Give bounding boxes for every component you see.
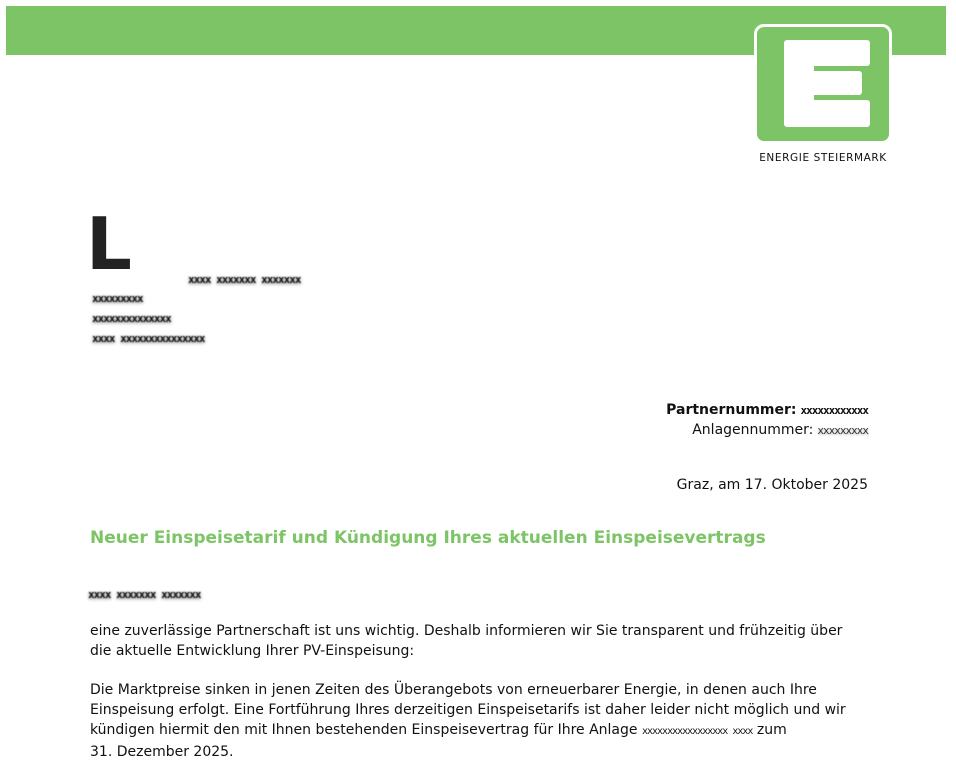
- letter-date: Graz, am 17. Oktober 2025: [676, 477, 868, 493]
- paragraph-2-line-2: Einspeisung erfolgt. Eine Fortführung Ihres derzeitigen Einspeisetarifs ist daher leider nicht möglich und wir: [90, 702, 846, 718]
- paragraph-1-line-1: eine zuverlässige Partnerschaft ist uns wichtig. Deshalb informieren wir Sie transparent und frühzeitig über: [90, 623, 843, 639]
- paragraph-2-line-3: [90, 720, 850, 742]
- paragraph-2-line-3-end: zum: [756, 722, 787, 738]
- sender-line: xxxx xxxxxxx xxxxxxx: [188, 273, 301, 286]
- anlage-redacted: xxxxxxxxxxxxxxxxx xxxx: [641, 726, 753, 737]
- partner-number-value: xxxxxxxxxxxx: [800, 404, 868, 417]
- paragraph-1: [90, 621, 850, 661]
- energie-steiermark-logo: [754, 24, 892, 144]
- partner-number: [666, 402, 868, 418]
- paragraph-1-line-2: die aktuelle Entwicklung Ihrer PV-Einspeisung:: [90, 643, 415, 659]
- address-line-2: xxxxxxxxxxxxxx: [92, 312, 171, 325]
- paragraph-2-line-3-start: kündigen hiermit den mit Ihnen bestehenden Einspeisevertrag für Ihre Anlage: [90, 722, 638, 738]
- anlage-number-value: xxxxxxxxx: [817, 424, 868, 437]
- sender-mark: L: [86, 202, 132, 286]
- salutation: xxxx xxxxxxx xxxxxxx: [88, 588, 201, 601]
- paragraph-2: [90, 680, 850, 762]
- paragraph-2-line-4: 31. Dezember 2025.: [90, 744, 234, 760]
- address-line-1: xxxxxxxxx: [92, 292, 143, 305]
- logo-text: ENERGIE STEIERMARK: [759, 152, 887, 164]
- letter-subject: Neuer Einspeisetarif und Kündigung Ihres aktuellen Einspeisevertrags: [90, 528, 766, 548]
- anlage-number-label: Anlagennummer:: [692, 422, 814, 438]
- address-line-3: xxxx xxxxxxxxxxxxxxx: [92, 332, 205, 345]
- logo-e-icon: [757, 27, 889, 141]
- anlage-number: [692, 422, 868, 438]
- partner-number-label: Partnernummer:: [666, 402, 797, 418]
- paragraph-2-line-1: Die Marktpreise sinken in jenen Zeiten des Überangebots von erneuerbarer Energie, in denen auch Ihre: [90, 682, 817, 698]
